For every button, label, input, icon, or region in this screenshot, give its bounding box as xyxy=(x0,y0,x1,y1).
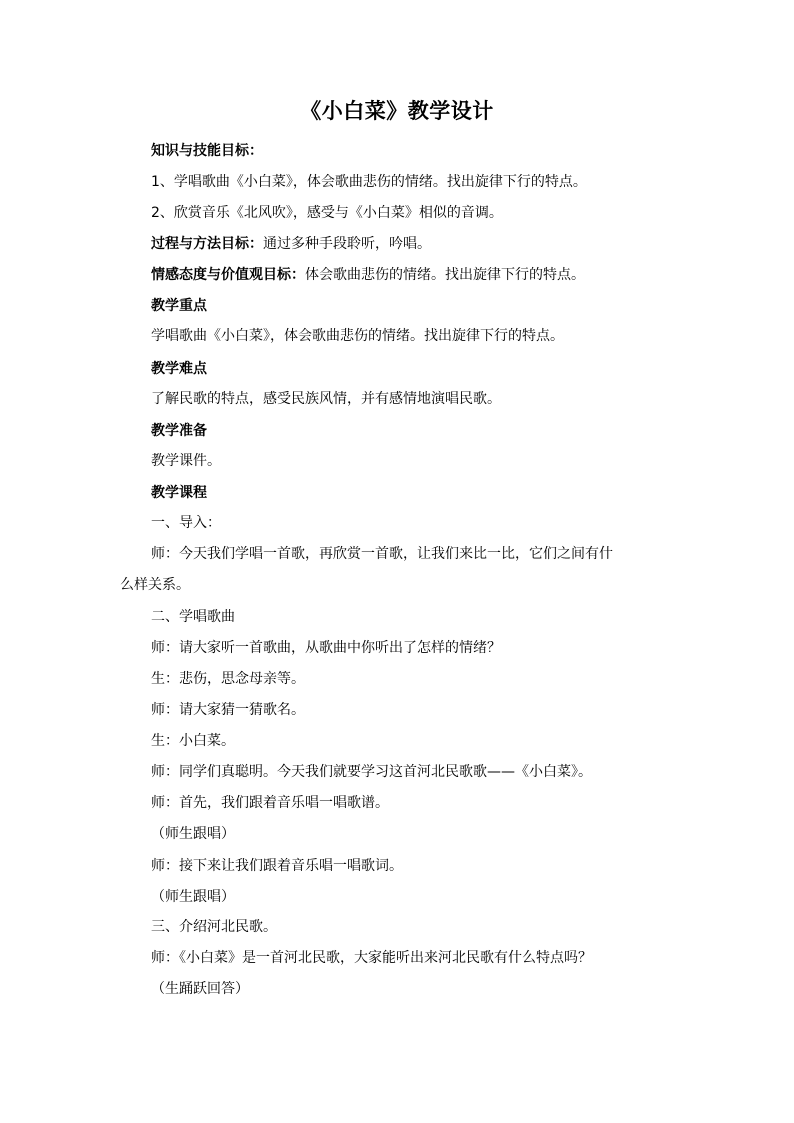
difficulty-heading: 教学难点 xyxy=(151,361,207,377)
prep-heading: 教学准备 xyxy=(151,423,207,439)
dialog-line-8: 师：接下来让我们跟着音乐唱一唱歌词。 xyxy=(151,858,403,874)
emotion-goal-line xyxy=(151,265,585,285)
prep-text: 教学课件。 xyxy=(151,453,221,469)
difficulty-text: 了解民歌的特点，感受民族风情，并有感情地演唱民歌。 xyxy=(151,391,501,407)
dialog-line-7: （师生跟唱） xyxy=(151,826,235,842)
key-heading: 教学重点 xyxy=(151,298,207,314)
emotion-text: 体会歌曲悲伤的情绪。找出旋律下行的特点。 xyxy=(305,267,585,283)
section-2: 二、学唱歌曲 xyxy=(151,609,235,625)
dialog-line-3: 师：请大家猜一猜歌名。 xyxy=(151,702,305,718)
intro-line-1: 师：今天我们学唱一首歌，再欣赏一首歌，让我们来比一比，它们之间有什 xyxy=(151,546,613,562)
dialog-line-10: 师：《小白菜》是一首河北民歌，大家能听出来河北民歌有什么特点吗？ xyxy=(151,950,592,966)
dialog-line-11: （生踊跃回答） xyxy=(151,981,249,997)
process-goal-line xyxy=(151,234,431,254)
dialog-line-5: 师：同学们真聪明。今天我们就要学习这首河北民歌歌——《小白菜》。 xyxy=(151,764,592,780)
knowledge-item-1: 1、学唱歌曲《小白菜》，体会歌曲悲伤的情绪。找出旋律下行的特点。 xyxy=(151,174,587,190)
intro-line-2: 么样关系。 xyxy=(120,577,190,593)
dialog-line-6: 师：首先，我们跟着音乐唱一唱歌谱。 xyxy=(151,795,389,811)
dialog-line-9: （师生跟唱） xyxy=(151,889,235,905)
page-title: 《小白菜》教学设计 xyxy=(300,99,494,123)
process-heading: 过程与方法目标： xyxy=(151,236,263,252)
knowledge-item-2: 2、欣赏音乐《北风吹》，感受与《小白菜》相似的音调。 xyxy=(151,205,503,221)
knowledge-heading: 知识与技能目标： xyxy=(151,143,263,159)
section-1: 一、导入： xyxy=(151,515,221,531)
dialog-line-1: 师：请大家听一首歌曲，从歌曲中你听出了怎样的情绪？ xyxy=(151,640,501,656)
dialog-line-4: 生：小白菜。 xyxy=(151,733,235,749)
dialog-line-2: 生：悲伤，思念母亲等。 xyxy=(151,671,305,687)
emotion-heading: 情感态度与价值观目标： xyxy=(151,267,305,283)
key-text: 学唱歌曲《小白菜》，体会歌曲悲伤的情绪。找出旋律下行的特点。 xyxy=(151,328,564,344)
process-text: 通过多种手段聆听，吟唱。 xyxy=(263,236,431,252)
section-3: 三、介绍河北民歌。 xyxy=(151,919,277,935)
course-heading: 教学课程 xyxy=(151,485,207,501)
